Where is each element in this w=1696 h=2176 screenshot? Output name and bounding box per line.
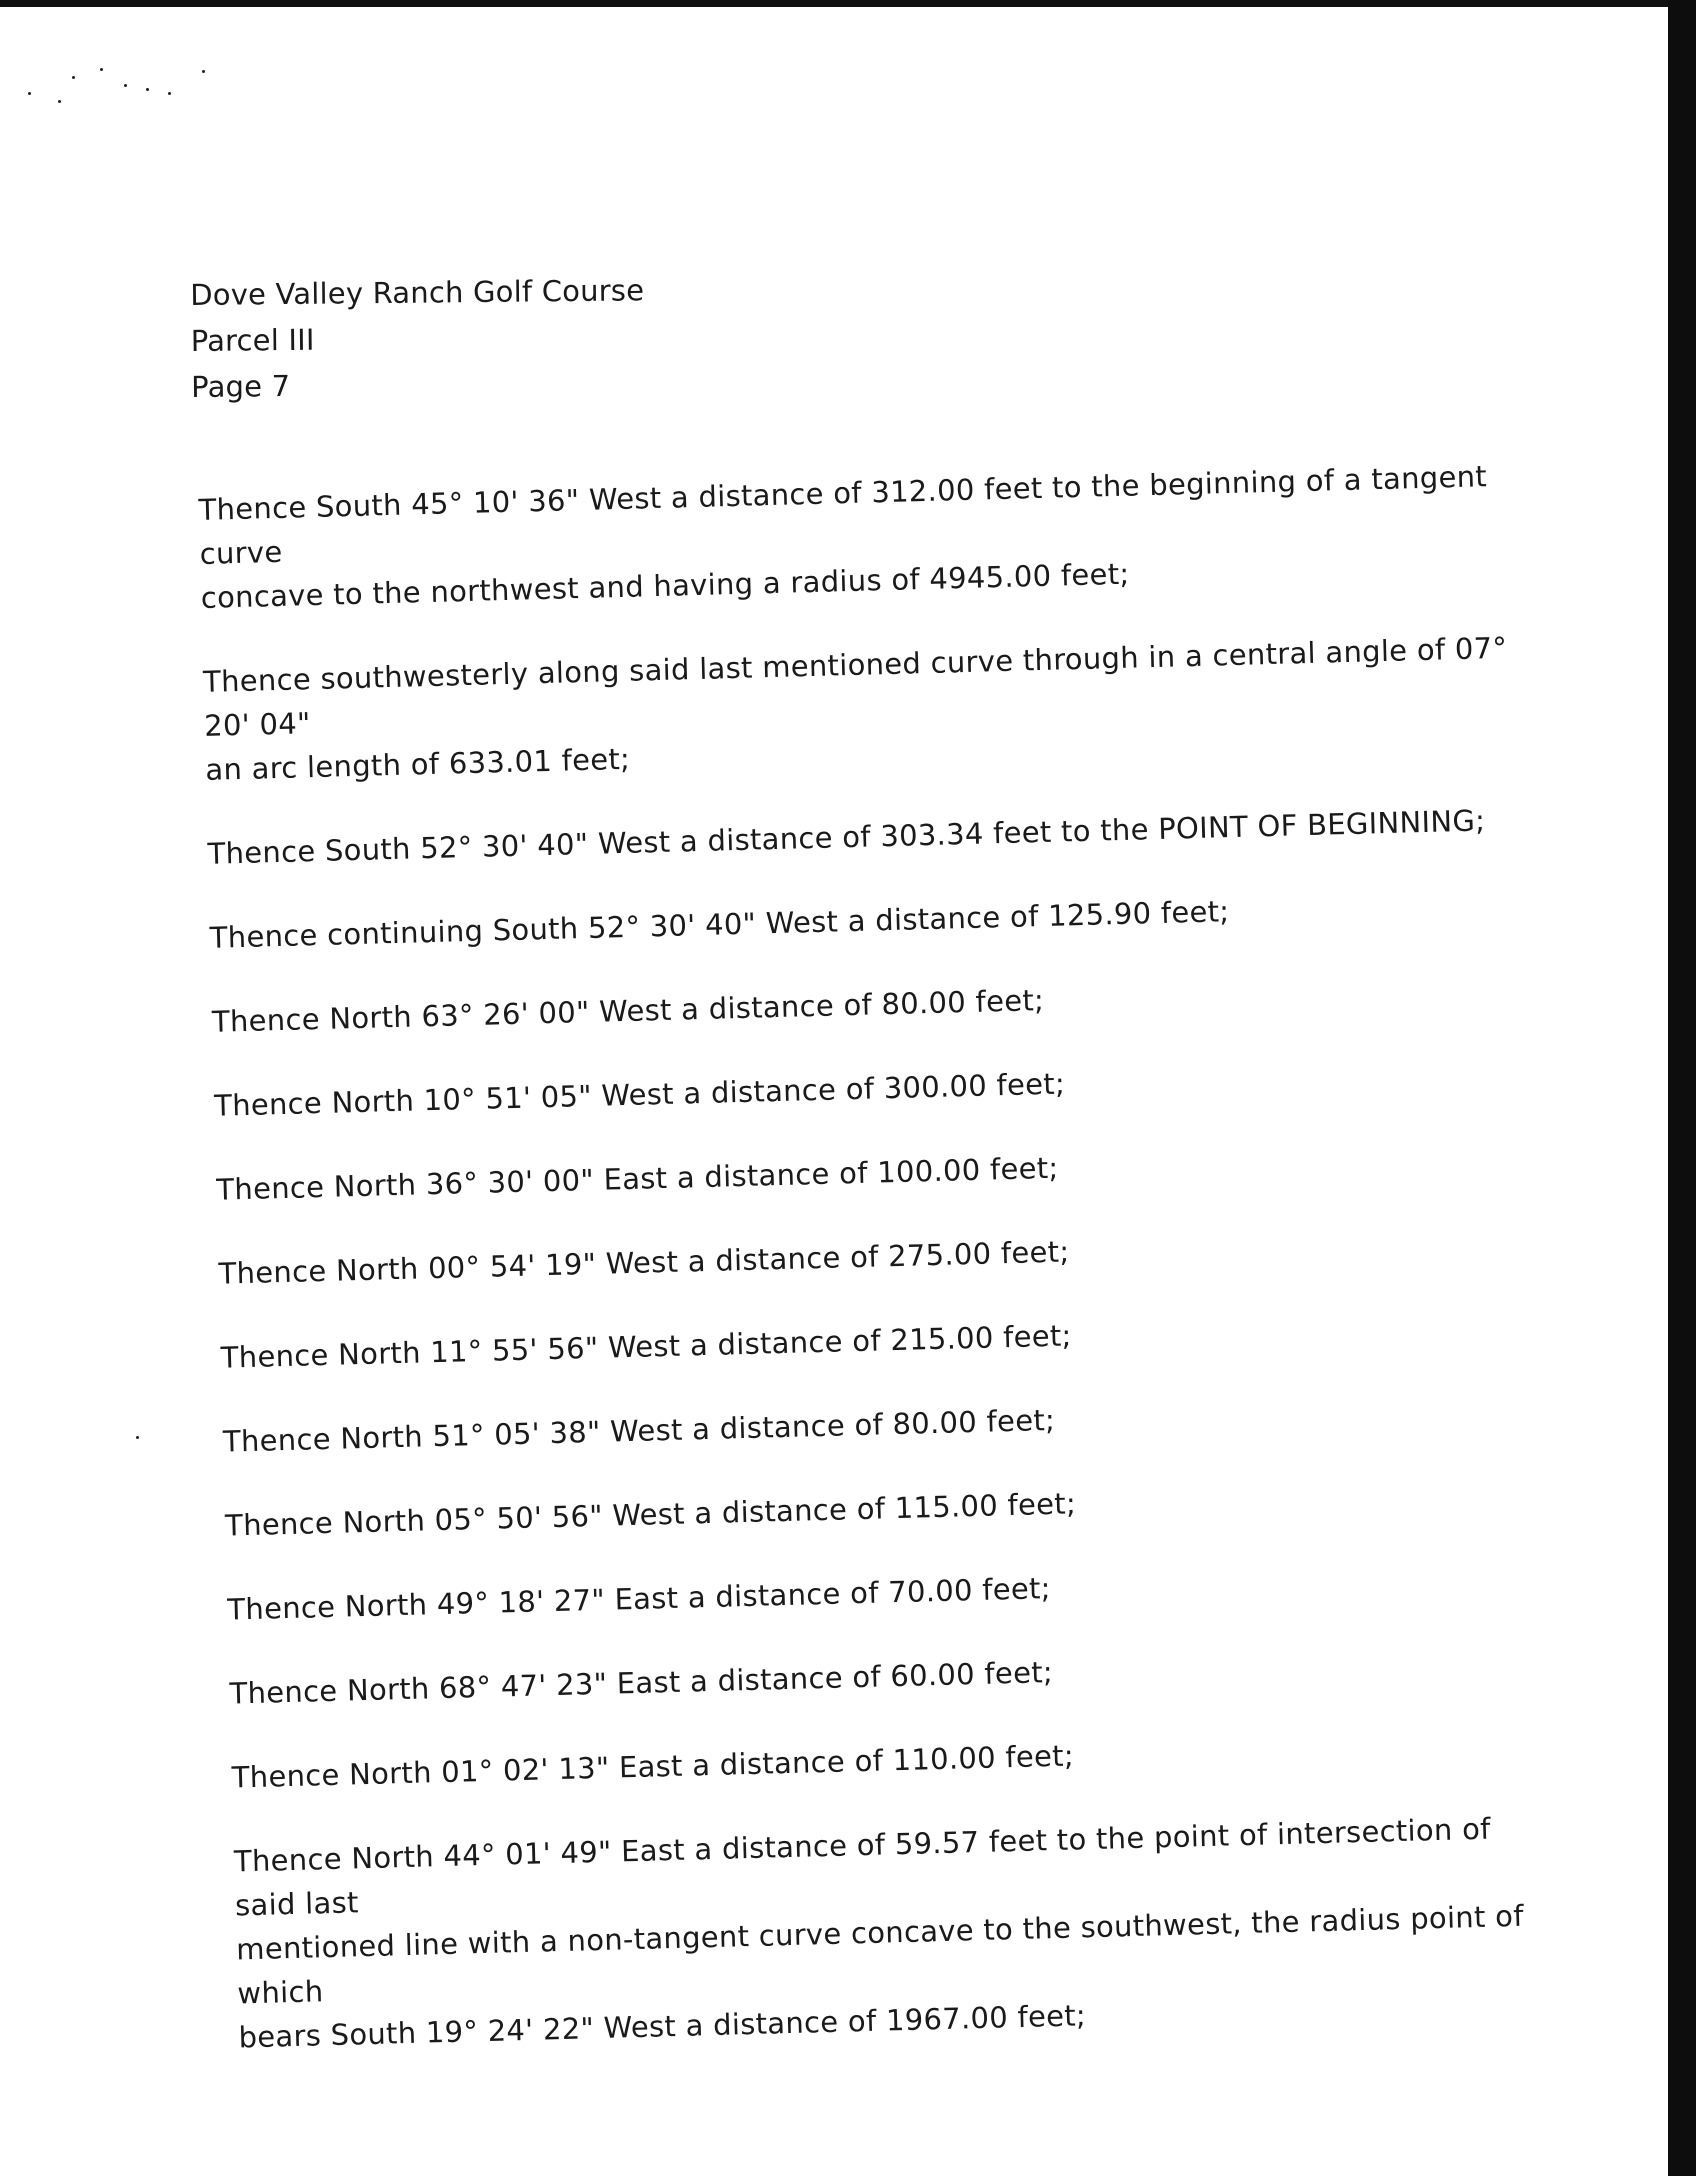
project-title: Dove Valley Ranch Golf Course [190,273,645,312]
parcel-label: Parcel III [190,322,315,358]
scan-speck [100,68,103,71]
scan-border-right [1668,0,1696,2176]
course-call: Thence North 10° 51' 05" West a distance of 300.00 feet; [213,1066,1066,1123]
course-call: Thence continuing South 52° 30' 40" West a distance of 125.90 feet; [209,894,1230,955]
course-call: Thence North 05° 50' 56" West a distance of 115.00 feet; [224,1486,1077,1543]
course-call: Thence South 52° 30' 40" West a distance of 303.34 feet to the POINT OF BEGINNING; [207,803,1486,871]
scan-speck [202,70,205,73]
course-call: Thence South 45° 10' 36" West a distance of 312.00 feet to the beginning of a tangent curve concave to the northwest and having a radius of 4945.00 feet; [198,459,1488,615]
course-call: Thence southwesterly along said last mentioned curve through in a central angle of 07° 20' 04" an arc length of 633.01 feet; [202,630,1508,787]
course-call: Thence North 63° 26' 00" West a distance of 80.00 feet; [211,983,1045,1039]
scan-speck [58,100,61,103]
course-call: Thence North 51° 05' 38" West a distance of 80.00 feet; [222,1402,1056,1459]
course-call: Thence North 49° 18' 27" East a distance of 70.00 feet; [226,1571,1052,1627]
course-call: Thence North 00° 54' 19" West a distance of 275.00 feet; [218,1234,1070,1291]
scan-speck [136,1436,139,1439]
course-call: Thence North 36° 30' 00" East a distance of 100.00 feet; [215,1150,1059,1207]
scan-speck [72,76,75,79]
document-header [190,267,645,410]
scan-speck [28,92,31,95]
course-call: Thence North 68° 47' 23" East a distance of 60.00 feet; [229,1655,1054,1711]
course-call: Thence North 44° 01' 49" East a distance of 59.57 feet to the point of intersection of said last mentioned line with a non-tangent curve concave to the southwest, the radius point of which bears South 19° 24' 22" West a distance of 1967.00 feet; [233,1811,1525,2055]
scan-speck [146,88,149,91]
course-call: Thence North 01° 02' 13" East a distance of 110.00 feet; [231,1738,1075,1795]
course-call: Thence North 11° 55' 56" West a distance of 215.00 feet; [220,1318,1073,1375]
scan-speck [168,92,171,95]
legal-description [198,453,1560,2099]
scan-speck [124,84,127,87]
page-number: Page 7 [191,368,291,404]
scan-border-top [0,0,1696,7]
